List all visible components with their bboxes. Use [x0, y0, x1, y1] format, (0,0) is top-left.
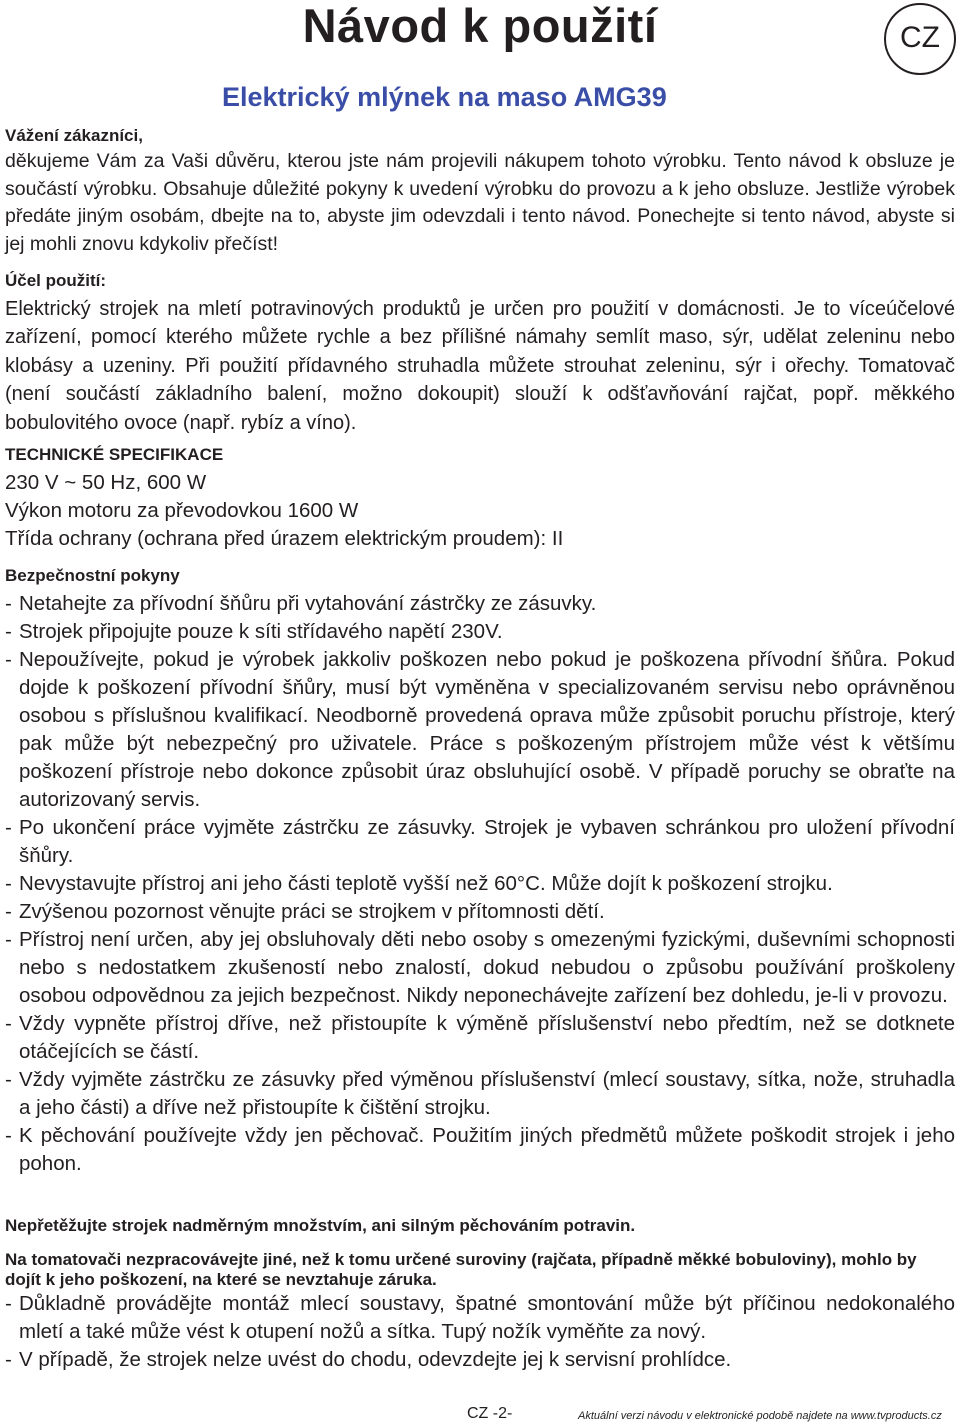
intro-text: děkujeme Vám za Vaši důvěru, kterou jste nám projevili nákupem tohoto výrobku. Tento návod k obsluze je součástí výrobku. Obsahuje důležité pokyny k uvedení výrobku do provozu a k jeho obsluze. Jestliže výrobek předáte jiným osobám, dbejte na to, abyste jim odevzdali i tento návod. Ponechejte si tento návod, abyste si jej mohli znovu kdykoliv přečíst! — [5, 150, 955, 255]
list-item: - K pěchování používejte vždy jen pěchovač. Použitím jiných předmětů můžete poškodit strojek i jeho pohon. — [5, 1122, 955, 1178]
list-item: - Po ukončení práce vyjměte zástrčku ze zásuvky. Strojek je vybaven schránkou pro uložení přívodní šňůry. — [5, 814, 955, 870]
tomato-warning — [5, 1250, 955, 1374]
greeting: Vážení zákazníci, — [5, 126, 143, 145]
warning-text: Na tomatovači nezpracovávejte jiné, než k tomu určené suroviny (rajčata, případně měkké bobuloviny), mohlo by dojít k jeho poškození, na které se nevztahuje záruka. — [5, 1250, 917, 1289]
final-list — [5, 1290, 955, 1374]
list-item: - Vždy vypněte přístroj dříve, než přistoupíte k výměně příslušenství nebo předtím, než se dotknete otáčejících se částí. — [5, 1010, 955, 1066]
purpose-heading: Účel použití: — [5, 271, 107, 290]
safety-list — [5, 590, 955, 1178]
list-item: - Netahejte za přívodní šňůru při vytahování zástrčky ze zásuvky. — [5, 590, 955, 618]
specs-heading: TECHNICKÉ SPECIFIKACE — [5, 445, 224, 464]
purpose-text: Elektrický strojek na mletí potravinových produktů je určen pro použití v domácnosti. Je to víceúčelové zařízení, pomocí kterého můžete rychle a bez přílišné námahy semlít maso, sýr, udělat zeleninu nebo klobásy a uzeniny. Při použití přídavného struhadla můžete strouhat zeleninu, sýr i ořechy. Tomatovač (není součástí základního balení, možno dokoupit) slouží k odšťavňování rajčat, popř. měkkého bobulovitého ovoce (např. rybíz a víno). — [5, 298, 955, 434]
list-item: - Vždy vyjměte zástrčku ze zásuvky před výměnou příslušenství (mlecí soustavy, sítka, nože, struhadla a jeho části) a dříve než přistoupíte k čištění strojku. — [5, 1066, 955, 1122]
list-item: - Důkladně provádějte montáž mlecí soustavy, špatné smontování může být příčinou nedokonalého mletí a také může vést k otupení nožů a sítka. Tupý nožík vyměňte za nový. — [5, 1290, 955, 1346]
spec-line: Výkon motoru za převodovkou 1600 W — [5, 499, 359, 522]
purpose-section — [5, 267, 955, 437]
spec-line: 230 V ~ 50 Hz, 600 W — [5, 471, 207, 494]
specs-section — [5, 441, 955, 553]
safety-heading: Bezpečnostní pokyny — [5, 566, 180, 585]
list-item: - Nevystavujte přístroj ani jeho části teplotě vyšší než 60°C. Může dojít k poškození strojku. — [5, 870, 955, 898]
list-item: - Zvýšenou pozornost věnujte práci se strojkem v přítomnosti dětí. — [5, 898, 955, 926]
page-title: Návod k použití — [302, 0, 658, 52]
page-number: CZ -2- — [467, 1405, 513, 1422]
list-item: - Nepoužívejte, pokud je výrobek jakkoliv poškozen nebo pokud je poškozena přívodní šňůra. Pokud dojde k poškození přívodní šňůry, musí být vyměněna v specializovaném servisu nebo oprávněnou osobou s příslušnou kvalifikací. Neodborně provedená oprava může způsobit poruchu přístroje, který pak může být nebezpečný pro uživatele. Práce s poškozeným přístrojem může vést k většímu poškození přístroje nebo dokonce způsobit úraz obsluhující osobě. V případě poruchy se obraťte na autorizovaný servis. — [5, 646, 955, 814]
list-item: - Přístroj není určen, aby jej obsluhovaly děti nebo osoby s omezenými fyzickými, duševními schopnosti nebo s nedostatkem zkušeností nebo znalostí, dokud nebudou o způsobu používání proškoleny osobou odpovědnou za jejich bezpečnost. Nikdy neponechávejte zařízení bez dohledu, je-li v provozu. — [5, 926, 955, 1010]
footer-note: Aktuální verzi návodu v elektronické podobě najdete na www.tvproducts.cz — [578, 1410, 942, 1422]
list-item: - Strojek připojujte pouze k síti střídavého napětí 230V. — [5, 618, 955, 646]
overload-warning — [5, 1214, 955, 1238]
product-subtitle: Elektrický mlýnek na maso AMG39 — [222, 82, 667, 112]
country-badge: CZ — [884, 3, 956, 75]
intro-section — [5, 124, 955, 258]
spec-line: Třída ochrany (ochrana před úrazem elektrickým proudem): II — [5, 527, 564, 550]
safety-section — [5, 562, 955, 1178]
warning-text: Nepřetěžujte strojek nadměrným množstvím, ani silným pěchováním potravin. — [5, 1216, 636, 1235]
list-item: - V případě, že strojek nelze uvést do chodu, odevzdejte jej k servisní prohlídce. — [5, 1346, 955, 1374]
